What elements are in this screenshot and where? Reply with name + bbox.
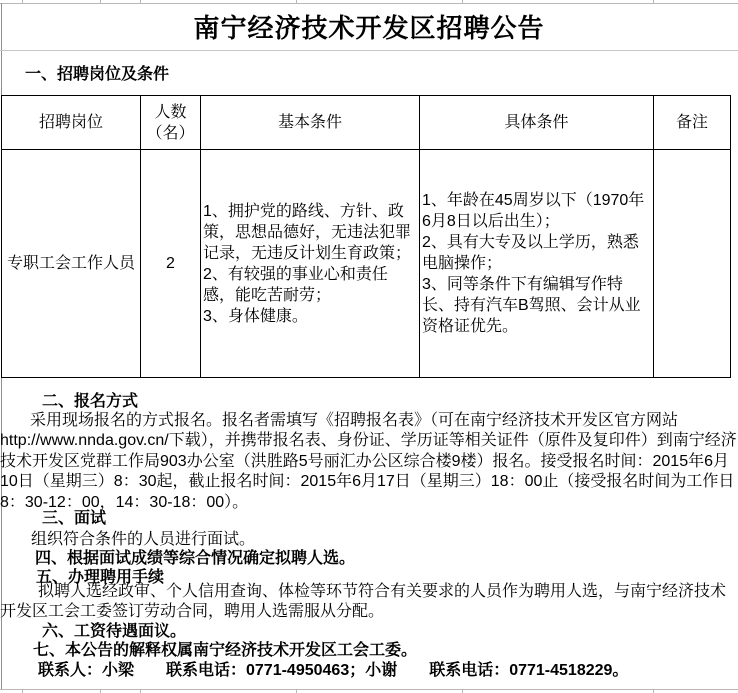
header-remarks: 备注 — [654, 96, 731, 150]
gridline-tick — [140, 689, 141, 693]
basic-condition-item: 2、有较强的事业心和责任感，能吃苦耐劳； — [203, 265, 388, 304]
table-header-row — [2, 96, 731, 150]
section-heading-salary: 六、工资待遇面议。 — [42, 623, 187, 640]
gridline-tick — [296, 0, 297, 3]
specific-condition-item: 1、年龄在45周岁以下（1970年6月8日以后出生）； — [422, 192, 645, 230]
section-heading-positions: 一、招聘岗位及条件 — [25, 66, 170, 83]
title-divider — [0, 50, 738, 51]
specific-condition-item: 2、具有大专及以上学历，熟悉电脑操作； — [422, 234, 639, 272]
gridline-tick — [462, 0, 463, 3]
cell-position: 专职工会工作人员 — [2, 150, 141, 378]
header-count: 人数（名） — [141, 96, 201, 150]
cell-basic-conditions — [201, 150, 420, 378]
section-heading-hiring: 五、办理聘用手续 — [36, 569, 165, 586]
page-title: 南宁经济技术开发区招聘公告 — [193, 13, 545, 43]
bottom-gridline — [0, 689, 738, 690]
paragraph-interview: 组织符合条件的人员进行面试。 — [31, 531, 256, 548]
basic-condition-item: 3、身体健康。 — [203, 307, 308, 325]
section-heading-selection: 四、根据面试成绩等综合情况确定拟聘人选。 — [35, 550, 356, 567]
section-heading-registration: 二、报名方式 — [42, 393, 139, 410]
cell-specific-conditions — [420, 150, 654, 378]
paragraph-registration: 采用现场报名的方式报名。报名者需填写《招聘报名表》（可在南宁经济技术开发区官方网站http://www.nnda.gov.cn/下载），并携带报名表、身份证、学历证等相关证件（原件及复印件）到南宁经济技术开发区党群工作局903办公室（洪胜路5号丽汇办公区综合楼9楼）报名。接受报名时间：2015年6月10日（星期三）8：30起，截止报名时间：2015年6月17日（星期三）18：00止（接受报名时间为工作日8：30-12：00，14：30-18：00）。 — [0, 412, 737, 511]
section-heading-interview: 三、面试 — [42, 510, 107, 527]
gridline-tick — [653, 689, 654, 693]
gridline-tick — [22, 0, 23, 3]
top-gridline — [0, 3, 738, 4]
gridline-tick — [140, 0, 141, 3]
cell-count: 2 — [141, 150, 201, 378]
gridline-tick — [22, 689, 23, 693]
gridline-tick — [462, 689, 463, 693]
paragraph-hiring: 拟聘人选经政审、个人信用查询、体检等环节符合有关要求的人员作为聘用人选，与南宁经济技术开发区工会工委签订劳动合同，聘用人选需服从分配。 — [0, 583, 727, 621]
header-position: 招聘岗位 — [2, 96, 141, 150]
header-basic: 基本条件 — [201, 96, 420, 150]
contact-line: 联系人：小梁 联系电话：0771-4950463；小谢 联系电话：0771-4518229。 — [38, 662, 629, 679]
specific-condition-item: 3、同等条件下有编辑写作特长、持有汽车B驾照、会计从业资格证优先。 — [422, 276, 641, 335]
basic-condition-item: 1、拥护党的路线、方针、政策，思想品德好，无违法犯罪记录，无违反计划生育政策； — [203, 202, 412, 262]
gridline-tick — [653, 0, 654, 3]
cell-remarks — [654, 150, 731, 378]
table-row — [2, 150, 731, 378]
gridline-tick — [296, 689, 297, 693]
section-heading-interpretation: 七、本公告的解释权属南宁经济技术开发区工会工委。 — [33, 642, 418, 659]
gridline-tick — [100, 0, 101, 3]
recruitment-table — [1, 95, 731, 378]
gridline-tick — [100, 689, 101, 693]
header-specific: 具体条件 — [420, 96, 654, 150]
